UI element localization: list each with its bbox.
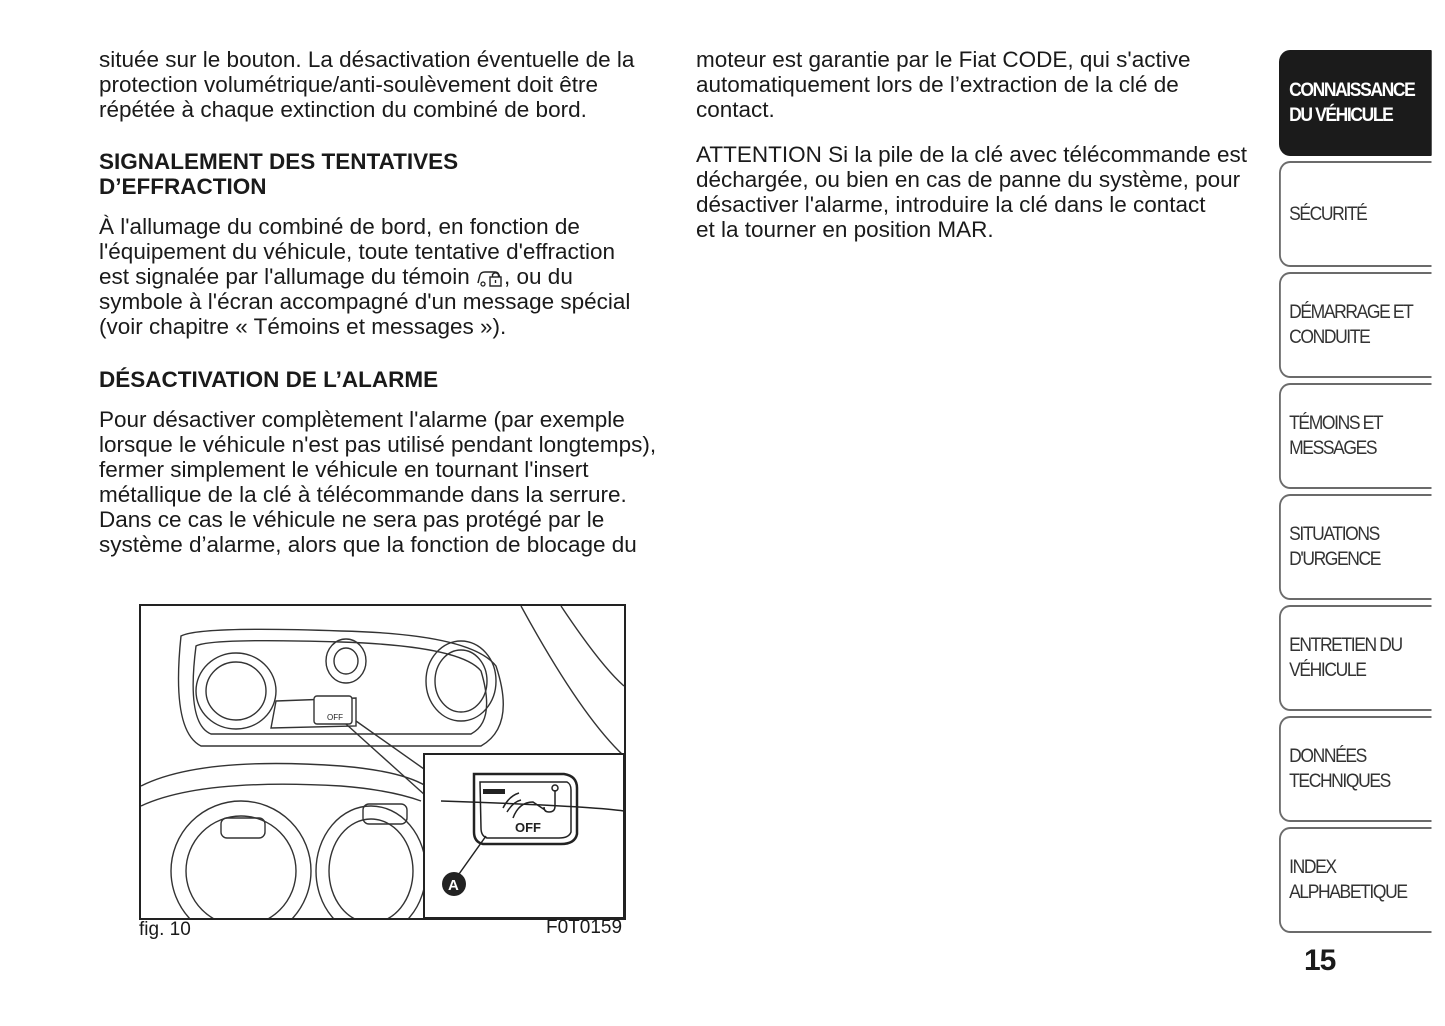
tab-label: MESSAGES [1289,438,1377,459]
text-line: et la tourner en position MAR. [696,217,994,242]
tab-label: DU VÉHICULE [1289,105,1393,126]
continuation-paragraph [696,47,1271,122]
heading-line: SIGNALEMENT DES TENTATIVES [99,149,459,174]
tab-label: SITUATIONS [1289,524,1379,545]
tab-entretien[interactable] [1279,605,1432,711]
ceiling-console-drawing [141,606,624,918]
heading-line: DÉSACTIVATION DE L’ALARME [99,367,439,392]
text-line: automatiquement lors de l’extraction de la clé de [696,72,1179,97]
car-lock-icon [476,266,504,288]
text-line [99,264,679,289]
tab-label: TECHNIQUES [1289,771,1390,792]
tab-temoins[interactable] [1279,383,1432,489]
tab-securite[interactable] [1279,161,1432,267]
tab-label: SÉCURITÉ [1289,203,1367,225]
page-number: 15 [1304,944,1336,977]
tab-demarrage[interactable] [1279,272,1432,378]
callout-letter: A [448,877,459,894]
text-line: À l'allumage du combiné de bord, en fonction de [99,214,580,239]
text-line: déchargée, ou bien en cas de panne du système, pour [696,167,1241,192]
text-line: (voir chapitre « Témoins et messages »). [99,314,507,339]
tab-label: ALPHABETIQUE [1289,882,1407,903]
tab-label: DÉMARRAGE ET [1289,302,1413,323]
text-line: Pour désactiver complètement l'alarme (par exemple [99,407,625,432]
tab-situations[interactable] [1279,494,1432,600]
deactivation-paragraph [99,407,679,557]
text-line: l'équipement du véhicule, toute tentative d'effraction [99,239,616,264]
section-heading-attempts [99,149,659,199]
text-line: ATTENTION Si la pile de la clé avec télécommande est [696,142,1248,167]
text-line: fermer simplement le véhicule en tournant l'insert [99,457,589,482]
figure-label: fig. 10 [139,919,191,940]
text-segment: , ou du [504,264,573,289]
tab-label: ENTRETIEN DU [1289,635,1402,656]
attempts-paragraph [99,214,679,339]
text-line: système d’alarme, alors que la fonction de blocage du [99,532,637,557]
text-line: symbole à l'écran accompagné d'un message spécial [99,289,631,314]
tab-label: CONDUITE [1289,327,1370,348]
tab-label: TÉMOINS ET [1289,413,1383,434]
text-segment: est signalée par l'allumage du témoin [99,264,477,289]
tab-label: INDEX [1289,857,1336,878]
button-indicator [483,789,505,794]
figure-illustration [139,604,626,920]
tab-label: CONNAISSANCE [1289,80,1415,101]
attention-paragraph [696,142,1271,242]
text-line: métallique de la clé à télécommande dans la serrure. [99,482,627,507]
text-line: lorsque le véhicule n'est pas utilisé pendant longtemps), [99,432,657,457]
heading-line: D’EFFRACTION [99,174,267,199]
intro-paragraph [99,47,674,122]
text-line: située sur le bouton. La désactivation éventuelle de la [99,47,635,72]
tab-label: D'URGENCE [1289,549,1381,570]
figure-code: F0T0159 [546,917,623,938]
text-line: répétée à chaque extinction du combiné de bord. [99,97,587,122]
text-line: moteur est garantie par le Fiat CODE, qui s'active [696,47,1191,72]
tab-index[interactable] [1279,827,1432,933]
tab-connaissance[interactable] [1279,50,1432,156]
section-heading-deactivation [99,367,659,392]
text-line: contact. [696,97,775,122]
tab-label: VÉHICULE [1289,660,1366,681]
tab-donnees[interactable] [1279,716,1432,822]
svg-text:OFF: OFF [327,713,343,722]
tab-label: DONNÉES [1289,746,1366,767]
text-line: désactiver l'alarme, introduire la clé dans le contact [696,192,1206,217]
text-line: Dans ce cas le véhicule ne sera pas protégé par le [99,507,605,532]
button-off-text: OFF [515,820,541,835]
text-line: protection volumétrique/anti-soulèvement doit être [99,72,599,97]
